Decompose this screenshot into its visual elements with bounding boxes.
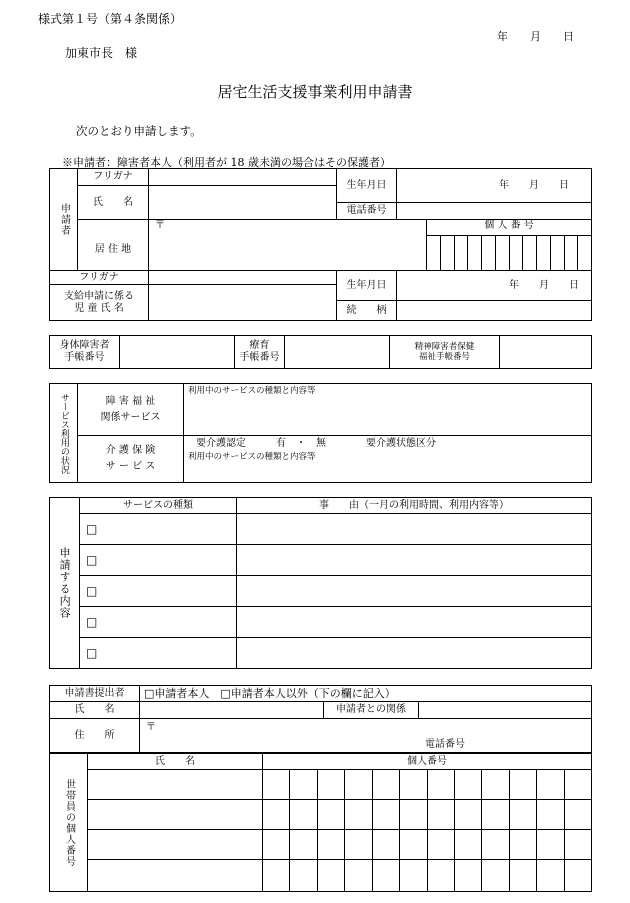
birth-date-field[interactable] bbox=[397, 169, 592, 203]
name-label: 氏 名 bbox=[78, 186, 149, 220]
submitter-postal-mark: 〒 bbox=[146, 722, 156, 733]
care-insurance-label: 介 護 保 険 サ ー ビ ス bbox=[78, 436, 184, 483]
household-name-3[interactable] bbox=[88, 830, 263, 860]
request-checkbox-4[interactable]: □ bbox=[80, 607, 237, 638]
submitter-options[interactable]: □申請者本人 □申請者本人以外（下の欄に記入） bbox=[140, 686, 592, 702]
care-service-detail: 利用中のサービスの種類と内容等 bbox=[188, 452, 316, 462]
request-reason-1[interactable] bbox=[237, 514, 592, 545]
request-reason-4[interactable] bbox=[237, 607, 592, 638]
submitter-address-field[interactable] bbox=[140, 719, 592, 753]
child-furigana-label: フリガナ bbox=[50, 271, 149, 285]
household-number-3[interactable] bbox=[263, 830, 592, 860]
phone-label: 電話番号 bbox=[337, 203, 397, 220]
submitter-name-field[interactable] bbox=[140, 702, 324, 719]
physical-handbook-label: 身体障害者 手帳番号 bbox=[50, 336, 120, 369]
ryoiku-handbook-field[interactable] bbox=[285, 336, 390, 369]
applicant-section-label: 申請者 bbox=[50, 169, 78, 271]
furigana-label: フリガナ bbox=[78, 169, 149, 186]
name-field[interactable] bbox=[149, 186, 337, 220]
birth-date-label: 生年月日 bbox=[337, 169, 397, 203]
care-certification: 要介護認定 有 ・ 無 要介護状態区分 bbox=[196, 438, 436, 449]
care-insurance-field[interactable] bbox=[184, 436, 592, 483]
form-number: 様式第１号（第４条関係） bbox=[38, 12, 183, 26]
address-field[interactable] bbox=[149, 220, 427, 271]
request-reason-2[interactable] bbox=[237, 545, 592, 576]
household-section-label: 世帯員の個人番号 bbox=[50, 754, 88, 892]
handbook-table bbox=[49, 335, 592, 369]
addressee: 加東市長 様 bbox=[65, 46, 138, 60]
household-number-2[interactable] bbox=[263, 800, 592, 830]
household-name-1[interactable] bbox=[88, 770, 263, 800]
household-number-4[interactable] bbox=[263, 860, 592, 892]
postal-mark: 〒 bbox=[155, 220, 165, 231]
individual-number-label: 個 人 番 号 bbox=[427, 220, 591, 236]
household-name-4[interactable] bbox=[88, 860, 263, 892]
submitter-table bbox=[49, 685, 592, 753]
phone-field[interactable] bbox=[397, 203, 592, 220]
submitter-address-label: 住 所 bbox=[50, 719, 140, 753]
welfare-service-label: 障 害 福 祉 関係サービス bbox=[78, 384, 184, 436]
child-birth-date-field[interactable] bbox=[397, 271, 592, 301]
submitter-relation-field[interactable] bbox=[419, 702, 592, 719]
page-title: 居宅生活支援事業利用申請書 bbox=[217, 83, 413, 101]
child-name-label: 支給申請に係る 児 童 氏 名 bbox=[50, 285, 149, 321]
household-name-header: 氏 名 bbox=[88, 754, 263, 770]
household-name-2[interactable] bbox=[88, 800, 263, 830]
applicant-table bbox=[49, 168, 592, 321]
address-label: 居 住 地 bbox=[78, 220, 149, 271]
submission-date: 年 月 日 bbox=[497, 30, 574, 43]
mental-handbook-label: 精神障害者保健 福祉手帳番号 bbox=[390, 336, 500, 369]
relationship-field[interactable] bbox=[397, 301, 592, 321]
mental-handbook-field[interactable] bbox=[500, 336, 592, 369]
physical-handbook-field[interactable] bbox=[120, 336, 235, 369]
request-checkbox-2[interactable]: □ bbox=[80, 545, 237, 576]
applicant-note: ※申請者：障害者本人（利用者が 18 歳未満の場合はその保護者） bbox=[62, 156, 391, 169]
individual-number-cell bbox=[427, 220, 592, 271]
welfare-service-detail: 利用中のサービスの種類と内容等 bbox=[188, 386, 316, 396]
reason-header: 事 由（一月の利用時間、利用内容等） bbox=[237, 498, 592, 514]
individual-number-digits[interactable] bbox=[427, 236, 591, 270]
service-type-header: サービスの種類 bbox=[80, 498, 237, 514]
child-name-field[interactable] bbox=[149, 285, 337, 321]
request-checkbox-3[interactable]: □ bbox=[80, 576, 237, 607]
request-reason-3[interactable] bbox=[237, 576, 592, 607]
service-status-table bbox=[49, 383, 592, 483]
service-status-label: サービス利用の状況 bbox=[50, 384, 78, 483]
relationship-label: 続 柄 bbox=[337, 301, 397, 321]
submitter-phone-label: 電話番号 bbox=[425, 739, 465, 750]
household-table bbox=[49, 753, 592, 892]
child-birth-date-label: 生年月日 bbox=[337, 271, 397, 301]
submitter-name-label: 氏 名 bbox=[50, 702, 140, 719]
child-birth-date-value: 年 月 日 bbox=[509, 279, 579, 291]
request-table bbox=[49, 497, 592, 669]
submitter-relation-label: 申請者との関係 bbox=[324, 702, 419, 719]
welfare-service-field[interactable] bbox=[184, 384, 592, 436]
submitter-label: 申請書提出者 bbox=[50, 686, 140, 702]
request-checkbox-5[interactable]: □ bbox=[80, 638, 237, 669]
ryoiku-handbook-label: 療育 手帳番号 bbox=[235, 336, 285, 369]
household-number-header: 個人番号 bbox=[263, 754, 592, 770]
request-reason-5[interactable] bbox=[237, 638, 592, 669]
furigana-field[interactable] bbox=[149, 169, 337, 186]
household-number-1[interactable] bbox=[263, 770, 592, 800]
request-checkbox-1[interactable]: □ bbox=[80, 514, 237, 545]
intro-text: 次のとおり申請します。 bbox=[76, 124, 202, 138]
request-section-label: 申請する内容 bbox=[50, 498, 80, 669]
birth-date-value: 年 月 日 bbox=[499, 179, 569, 191]
child-furigana-field[interactable] bbox=[149, 271, 337, 285]
